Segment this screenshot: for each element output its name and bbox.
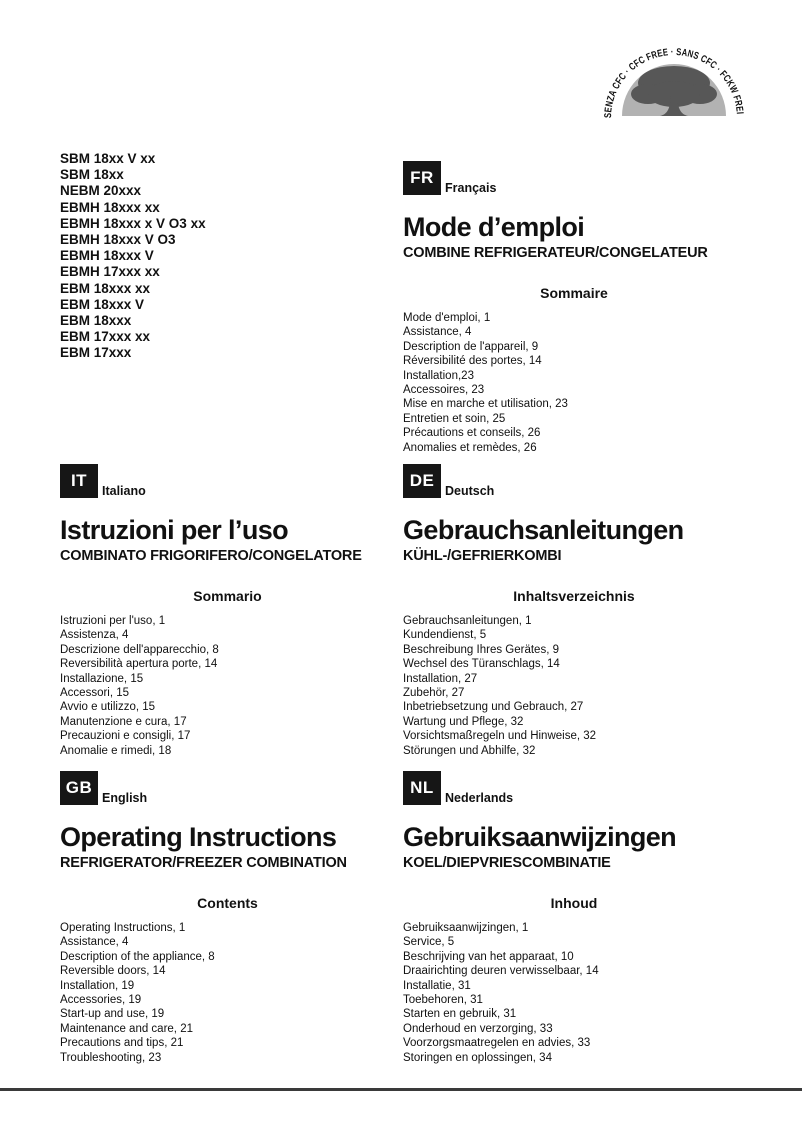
section-title-de: Gebrauchsanleitungen [403,515,684,545]
toc-item: Manutenzione e cura, 17 [60,715,187,728]
section-title-fr: Mode d’emploi [403,212,585,242]
model-number: SBM 18xx V xx [60,151,156,166]
language-row-de [403,458,745,498]
model-number: EBMH 18xxx V [60,248,154,264]
section-french [403,155,745,455]
toc-item: Assistenza, 4 [60,629,129,642]
toc-item: Accessoires, 23 [403,384,485,397]
model-number: EBM 18xxx V [60,296,145,312]
model-number: EBM 17xxx xx [60,329,151,345]
toc-item: Wechsel des Türanschlags, 14 [403,658,560,671]
section-title-it: Istruzioni per l’uso [60,515,289,545]
toc-item: Beschrijving van het apparaat, 10 [403,950,574,963]
toc-item: Accessories, 19 [60,994,142,1007]
toc-item: Assistance, 4 [60,936,129,949]
language-row-fr [403,155,745,195]
toc-list-fr [403,311,745,455]
toc-item: Installatie, 31 [403,979,471,992]
section-subtitle-it: COMBINATO FRIGORIFERO/CONGELATORE [60,548,362,564]
model-number: EBMH 18xxx xx [60,199,160,215]
toc-item: Kundendienst, 5 [403,629,487,642]
toc-item: Istruzioni per l'uso, 1 [60,615,166,627]
section-subtitle-de: KÜHL-/GEFRIERKOMBI [403,548,562,564]
toc-item: Reversibilità apertura porte, 14 [60,658,218,671]
toc-item: Précautions et conseils, 26 [403,427,541,440]
toc-item: Vorsichtsmaßregeln und Hinweise, 32 [403,730,597,743]
language-badge-it: IT [60,464,98,498]
toc-item: Mise en marche et utilisation, 23 [403,398,568,411]
model-number: EBM 17xxx [60,345,132,361]
model-number: EBMH 18xxx x V O3 xx [60,215,206,231]
section-english [60,765,395,1065]
toc-item: Zubehör, 27 [403,687,465,700]
section-german [403,458,745,758]
language-row-it [60,458,395,498]
toc-heading-nl: Inhoud [550,895,598,911]
model-number: EBM 18xxx [60,313,132,329]
toc-item: Toebehoren, 31 [403,994,483,1007]
toc-item: Onderhoud en verzorging, 33 [403,1022,553,1035]
toc-heading-fr: Sommaire [540,285,608,301]
toc-item: Mode d'emploi, 1 [403,312,491,324]
toc-list-nl [403,921,745,1065]
section-subtitle-nl: KOEL/DIEPVRIESCOMBINATIE [403,855,611,871]
toc-item: Installation, 27 [403,672,478,685]
section-subtitle-gb: REFRIGERATOR/FREEZER COMBINATION [60,855,347,871]
toc-item: Precautions and tips, 21 [60,1037,184,1050]
toc-heading-de: Inhaltsverzeichnis [513,588,635,604]
model-number: SBM 18xx [60,167,124,183]
model-number: EBM 18xxx xx [60,280,151,296]
language-label-nl: Nederlands [445,791,514,805]
cfc-free-logo [600,38,748,128]
toc-item: Maintenance and care, 21 [60,1022,193,1035]
toc-item: Installazione, 15 [60,672,144,685]
section-title-nl: Gebruiksaanwijzingen [403,822,677,852]
toc-list-gb [60,921,395,1065]
toc-item: Installation,23 [403,369,474,382]
toc-item: Description of the appliance, 8 [60,950,215,963]
toc-item: Entretien et soin, 25 [403,412,506,425]
model-number-list [60,151,206,362]
language-label-de: Deutsch [445,484,495,498]
toc-item: Gebrauchsanleitungen, 1 [403,615,532,627]
language-row-nl [403,765,745,805]
toc-item: Gebruiksaanwijzingen, 1 [403,922,529,934]
model-number: NEBM 20xxx [60,183,142,199]
section-subtitle-fr: COMBINE REFRIGERATEUR/CONGELATEUR [403,245,708,261]
toc-item: Operating Instructions, 1 [60,922,186,934]
toc-item: Descrizione dell'apparecchio, 8 [60,643,219,656]
language-label-gb: English [102,791,148,805]
section-dutch [403,765,745,1065]
section-title-gb: Operating Instructions [60,822,337,852]
toc-list-de [403,614,745,758]
toc-item: Voorzorgsmaatregelen en advies, 33 [403,1037,591,1050]
toc-item: Accessori, 15 [60,687,130,700]
toc-item: Beschreibung Ihres Gerätes, 9 [403,643,559,656]
toc-item: Draairichting deuren verwisselbaar, 14 [403,965,599,978]
toc-item: Precauzioni e consigli, 17 [60,730,191,743]
toc-item: Anomalies et remèdes, 26 [403,441,537,454]
toc-item: Avvio e utilizzo, 15 [60,701,156,714]
model-number: EBMH 17xxx xx [60,264,160,280]
logo-arc-text: SENZA CFC · CFC FREE · SANS CFC · FCKW FREI [602,46,745,119]
language-label-it: Italiano [102,484,146,498]
toc-item: Reversible doors, 14 [60,965,166,978]
toc-item: Inbetriebsetzung und Gebrauch, 27 [403,701,584,714]
toc-item: Storingen en oplossingen, 34 [403,1051,552,1064]
language-badge-fr: FR [403,161,441,195]
toc-item: Installation, 19 [60,979,135,992]
footer-rule [0,1088,802,1091]
toc-heading-it: Sommario [193,588,262,604]
language-badge-nl: NL [403,771,441,805]
section-italian [60,458,395,758]
toc-list-it [60,614,395,758]
toc-item: Starten en gebruik, 31 [403,1008,517,1021]
language-badge-gb: GB [60,771,98,805]
toc-heading-gb: Contents [197,895,258,911]
language-label-fr: Français [445,181,497,195]
toc-item: Start-up and use, 19 [60,1008,165,1021]
model-number: EBMH 18xxx V O3 [60,232,176,248]
toc-item: Assistance, 4 [403,326,472,339]
toc-item: Réversibilité des portes, 14 [403,355,542,368]
toc-item: Description de l'appareil, 9 [403,340,539,353]
toc-item: Troubleshooting, 23 [60,1051,162,1064]
toc-item: Service, 5 [403,936,455,949]
language-badge-de: DE [403,464,441,498]
toc-item: Störungen und Abhilfe, 32 [403,744,536,757]
toc-item: Wartung und Pflege, 32 [403,715,524,728]
toc-item: Anomalie e rimedi, 18 [60,744,172,757]
language-row-gb [60,765,395,805]
